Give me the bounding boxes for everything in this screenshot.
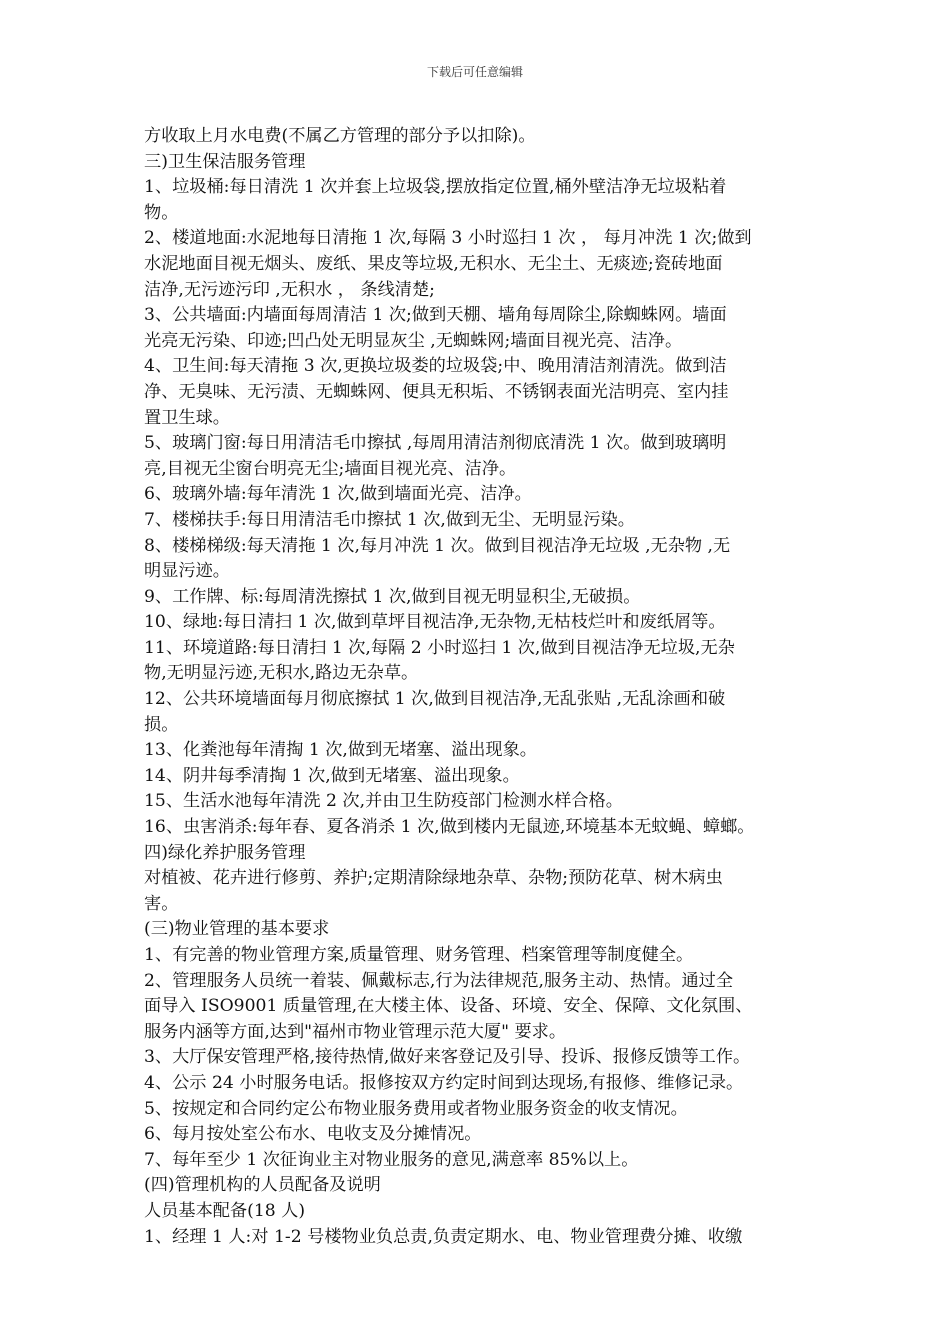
text-line: 三)卫生保洁服务管理 (144, 151, 306, 172)
text-line: 16、虫害消杀:每年春、夏各消杀 1 次,做到楼内无鼠迹,环境基本无蚊蝇、蟑螂。 (144, 817, 755, 838)
text-line: 净、无臭味、无污渍、无蜘蛛网、便具无积垢、不锈钢表面光洁明亮、室内挂 (144, 381, 729, 402)
text-line: 6、玻璃外墙:每年清洗 1 次,做到墙面光亮、洁净。 (144, 484, 532, 505)
text-line: 13、化粪池每年清掏 1 次,做到无堵塞、溢出现象。 (144, 740, 537, 761)
text-line: 11、环境道路:每日清扫 1 次,每隔 2 小时巡扫 1 次,做到目视洁净无垃圾,无杂 (144, 637, 735, 658)
text-line: 人员基本配备(18 人) (144, 1200, 306, 1221)
text-line: 对植被、花卉进行修剪、养护;定期清除绿地杂草、杂物;预防花草、树木病虫 (144, 868, 723, 889)
text-line: 12、公共环境墙面每月彻底擦拭 1 次,做到目视洁净,无乱张贴 ,无乱涂画和破 (144, 689, 726, 710)
text-line: 4、公示 24 小时服务电话。报修按双方约定时间到达现场,有报修、维修记录。 (144, 1072, 744, 1093)
text-line: 服务内涵等方面,达到"福州市物业管理示范大厦" 要求。 (144, 1021, 567, 1042)
page-header-note: 下载后可任意编辑 (426, 65, 523, 79)
text-line: 4、卫生间:每天清拖 3 次,更换垃圾娄的垃圾袋;中、晚用清洁剂清洗。做到洁 (144, 356, 727, 377)
text-line: 水泥地面目视无烟头、废纸、果皮等垃圾,无积水、无尘土、无痰迹;瓷砖地面 (144, 253, 723, 274)
text-line: 明显污迹。 (144, 561, 230, 582)
text-line: 5、玻璃门窗:每日用清洁毛巾擦拭 ,每周用清洁剂彻底清洗 1 次。做到玻璃明 (144, 433, 727, 454)
text-line: 3、公共墙面:内墙面每周清洁 1 次;做到天棚、墙角每周除尘,除蜘蛛网。墙面 (144, 305, 727, 326)
text-line: 物。 (144, 202, 179, 223)
text-line: 14、阴井每季清掏 1 次,做到无堵塞、溢出现象。 (144, 765, 520, 786)
text-line: 害。 (144, 893, 179, 914)
text-line: 15、生活水池每年清洗 2 次,并由卫生防疫部门检测水样合格。 (144, 791, 623, 812)
text-line: 光亮无污染、印迹;凹凸处无明显灰尘 ,无蜘蛛网;墙面目视光亮、洁净。 (144, 330, 683, 351)
text-line: 3、大厅保安管理严格,接待热情,做好来客登记及引导、投诉、报修反馈等工作。 (144, 1047, 751, 1068)
text-line: (三)物业管理的基本要求 (144, 919, 330, 940)
text-line: 7、每年至少 1 次征询业主对物业服务的意见,满意率 85%以上。 (144, 1149, 639, 1170)
text-line: 1、经理 1 人:对 1-2 号楼物业负总责,负责定期水、电、物业管理费分摊、收缴 (144, 1226, 743, 1247)
text-line: 10、绿地:每日清扫 1 次,做到草坪目视洁净,无杂物,无枯枝烂叶和废纸屑等。 (144, 612, 726, 633)
text-line: 洁净,无污迹污印 ,无积水 ， 条线清楚; (144, 279, 435, 300)
text-line: (四)管理机构的人员配备及说明 (144, 1175, 381, 1196)
document-body (144, 124, 814, 1250)
text-line: 置卫生球。 (144, 407, 230, 428)
text-line: 6、每月按处室公布水、电收支及分摊情况。 (144, 1124, 482, 1145)
text-line: 1、有完善的物业管理方案,质量管理、财务管理、档案管理等制度健全。 (144, 945, 694, 965)
text-line: 9、工作牌、标:每周清洗擦拭 1 次,做到目视无明显积尘,无破损。 (144, 586, 641, 607)
text-line: 亮,目视无尘窗台明亮无尘;墙面目视光亮、洁净。 (144, 458, 517, 479)
text-line: 损。 (144, 714, 179, 735)
text-line: 物,无明显污迹,无积水,路边无杂草。 (144, 663, 419, 684)
text-line: 2、楼道地面:水泥地每日清拖 1 次,每隔 3 小时巡扫 1 次 ， 每月冲洗 1 次;做到 (144, 228, 752, 249)
text-line: 7、楼梯扶手:每日用清洁毛巾擦拭 1 次,做到无尘、无明显污染。 (144, 509, 635, 530)
text-line: 四)绿化养护服务管理 (144, 842, 306, 863)
text-line: 2、管理服务人员统一着装、佩戴标志,行为法律规范,服务主动、热情。通过全 (144, 970, 734, 991)
text-line: 5、按规定和合同约定公布物业服务费用或者物业服务资金的收支情况。 (144, 1098, 688, 1119)
text-line: 8、楼梯梯级:每天清拖 1 次,每月冲洗 1 次。做到目视洁净无垃圾 ,无杂物 ,无 (144, 535, 731, 556)
text-line: 面导入 ISO9001 质量管理,在大楼主体、设备、环境、安全、保障、文化氛围、 (144, 996, 753, 1017)
text-line: 1、垃圾桶:每日清洗 1 次并套上垃圾袋,摆放指定位置,桶外壁洁净无垃圾粘着 (144, 177, 727, 198)
text-line: 方收取上月水电费(不属乙方管理的部分予以扣除)。 (144, 126, 536, 146)
